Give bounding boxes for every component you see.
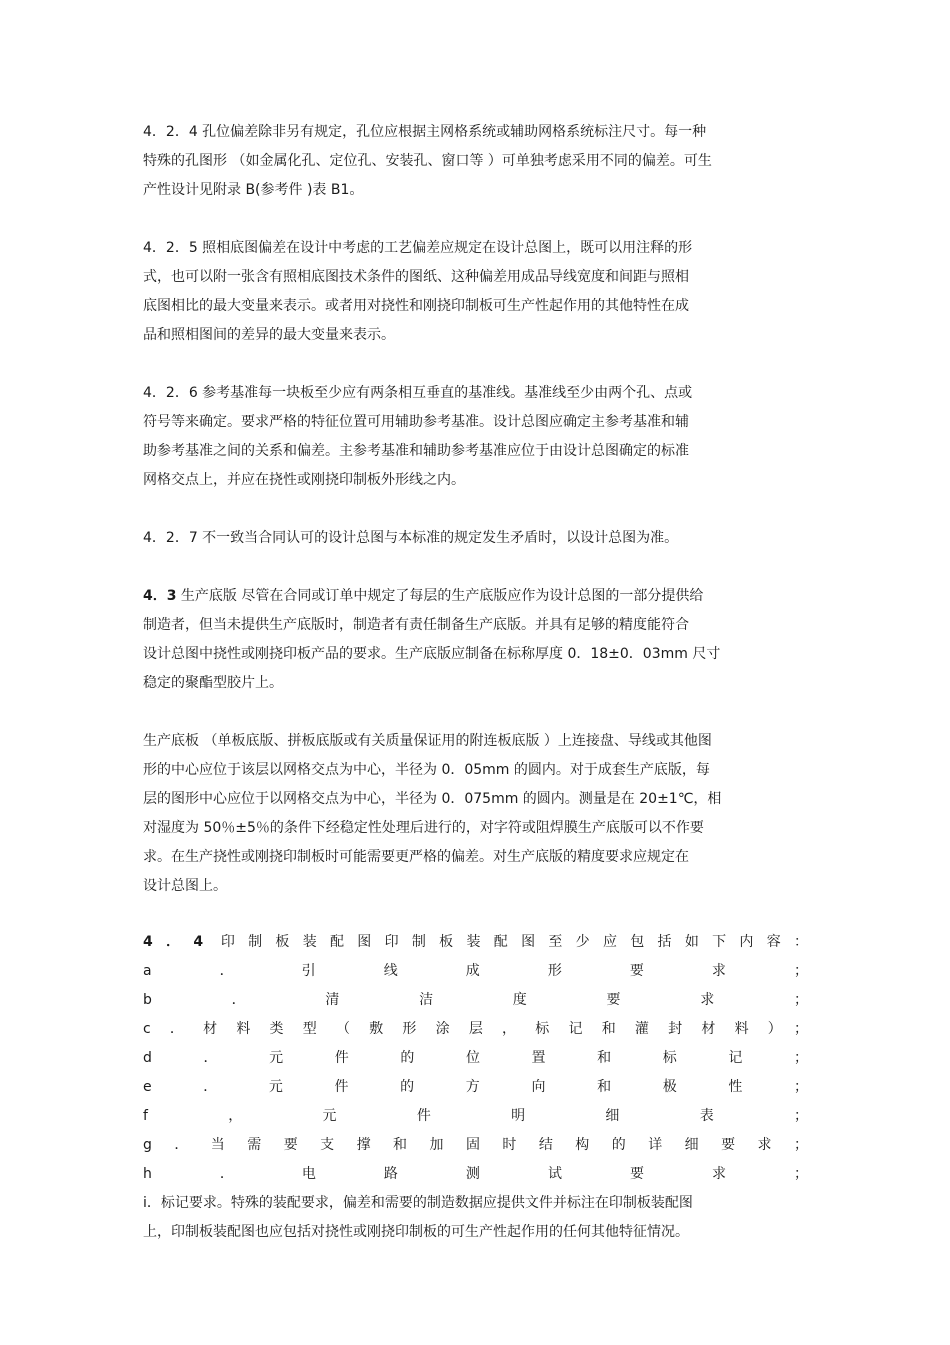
paragraph-line: 制造者，但当未提供生产底版时，制造者有责任制备生产底版。并具有足够的精度能符合	[143, 617, 689, 633]
section-4-3-continued	[143, 727, 808, 901]
list-item: e．元件的方向和极性；	[143, 1079, 808, 1095]
paragraph-line: 符号等来确定。要求严格的特征位置可用辅助参考基准。设计总图应确定主参考基准和辅	[143, 414, 689, 430]
paragraph-line: 层的图形中心应位于以网格交点为中心，半径为 0．075mm 的圆内。测量是在 20±1℃，相	[143, 791, 722, 807]
paragraph-line: 4．2．7 不一致当合同认可的设计总图与本标准的规定发生矛盾时，以设计总图为准。	[143, 530, 679, 546]
paragraph-line: 产性设计见附录 B(参考件 )表 B1。	[143, 182, 364, 198]
paragraph-line: 特殊的孔图形 （如金属化孔、定位孔、安装孔、窗口等 ）可单独考虑采用不同的偏差。可生	[143, 153, 712, 169]
list-item: g．当需要支撑和加固时结构的详细要求；	[143, 1137, 808, 1153]
list-item: h．电路测试要求；	[143, 1166, 808, 1182]
paragraph-gap	[143, 350, 808, 379]
paragraph-line: 网格交点上，并应在挠性或刚挠印制板外形线之内。	[143, 472, 465, 488]
paragraph-line: 设计总图上。	[143, 878, 227, 894]
paragraph-line	[143, 928, 808, 957]
section-4-3	[143, 582, 808, 698]
section-4-2-7	[143, 524, 808, 553]
paragraph-line: 稳定的聚酯型胶片上。	[143, 675, 283, 691]
paragraph-line: 4．2．5 照相底图偏差在设计中考虑的工艺偏差应规定在设计总图上，既可以用注释的形	[143, 240, 693, 256]
paragraph-line: 形的中心应位于该层以网格交点为中心，半径为 0．05mm 的圆内。对于成套生产底版，每	[143, 762, 710, 778]
paragraph-line: i．标记要求。特殊的装配要求，偏差和需要的制造数据应提供文件并标注在印制板装配图	[143, 1195, 693, 1211]
paragraph-line: 品和照相图间的差异的最大变量来表示。	[143, 327, 395, 343]
paragraph-gap	[143, 205, 808, 234]
paragraph-gap	[143, 901, 808, 928]
section-4-2-5	[143, 234, 808, 350]
document-page	[143, 118, 808, 1247]
paragraph-line: 式，也可以附一张含有照相底图技术条件的图纸、这种偏差用成品导线宽度和间距与照相	[143, 269, 689, 285]
list-item: b．清洁度要求；	[143, 992, 808, 1008]
paragraph-line: 上，印制板装配图也应包括对挠性或刚挠印制板的可生产性起作用的任何其他特征情况。	[143, 1224, 689, 1240]
paragraph-line: 4．2．4 孔位偏差除非另有规定，孔位应根据主网格系统或辅助网格系统标注尺寸。每一种	[143, 124, 707, 140]
section-4-2-6	[143, 379, 808, 495]
section-4-2-4	[143, 118, 808, 205]
paragraph-gap	[143, 698, 808, 727]
paragraph-line: 底图相比的最大变量来表示。或者用对挠性和刚挠印制板可生产性起作用的其他特性在成	[143, 298, 689, 314]
list-item: f，元件明细表；	[143, 1108, 808, 1124]
paragraph-line	[143, 582, 808, 611]
paragraph-line: 对湿度为 50％±5％的条件下经稳定性处理后进行的，对字符或阻焊膜生产底版可以不作要	[143, 820, 704, 836]
paragraph-gap	[143, 553, 808, 582]
section-number: 4．3	[143, 588, 177, 604]
paragraph-gap	[143, 495, 808, 524]
section-number: 4．4	[143, 934, 204, 950]
paragraph-line: 设计总图中挠性或刚挠印板产品的要求。生产底版应制备在标称厚度 0．18±0．03mm 尺寸	[143, 646, 721, 662]
paragraph-line: 求。在生产挠性或刚挠印制板时可能需要更严格的偏差。对生产底版的精度要求应规定在	[143, 849, 689, 865]
paragraph-line: 助参考基准之间的关系和偏差。主参考基准和辅助参考基准应位于由设计总图确定的标准	[143, 443, 689, 459]
section-4-4	[143, 928, 808, 1247]
paragraph-line: 4．2．6 参考基准每一块板至少应有两条相互垂直的基准线。基准线至少由两个孔、点或	[143, 385, 693, 401]
paragraph-line: 生产底板 （单板底版、拼板底版或有关质量保证用的附连板底版 ）上连接盘、导线或其他图	[143, 733, 712, 749]
paragraph-text: 生产底版 尽管在合同或订单中规定了每层的生产底版应作为设计总图的一部分提供给	[176, 588, 704, 604]
list-item: c．材料类型（敷形涂层，标记和灌封材料）；	[143, 1021, 808, 1037]
paragraph-text: 印制板装配图印制板装配图至少应包括如下内容：	[220, 934, 808, 950]
list-item: d．元件的位置和标记；	[143, 1050, 808, 1066]
list-item: a．引线成形要求；	[143, 963, 808, 979]
